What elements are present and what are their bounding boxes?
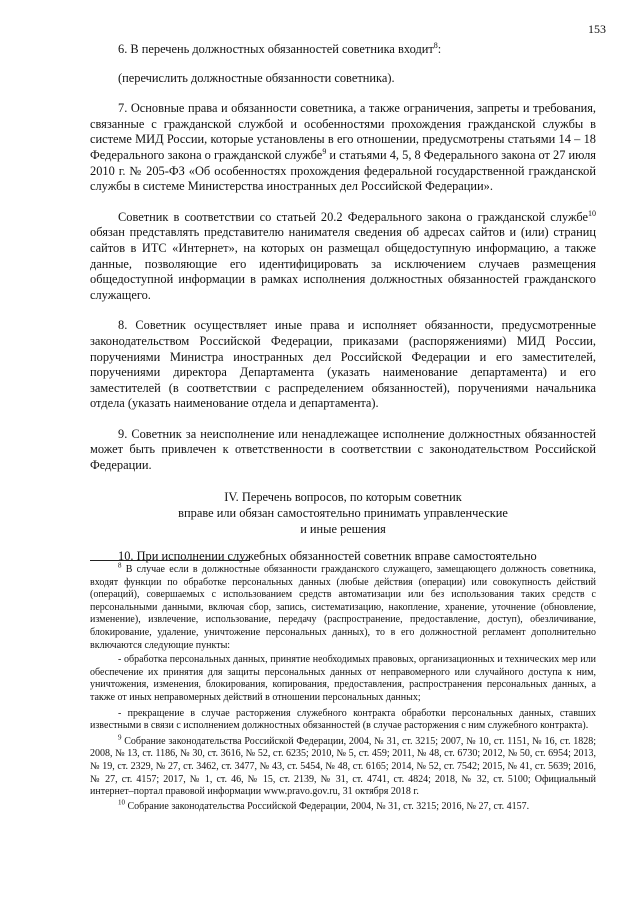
- section-heading-line-2: вправе или обязан самостоятельно принимать управленческие: [178, 505, 508, 520]
- section-heading: [90, 489, 596, 537]
- footnote-ref-8[interactable]: 8: [433, 40, 438, 50]
- footnote-ref-10[interactable]: 10: [588, 208, 596, 218]
- footnote-10: $^{10}$ Собрание законодательства Российской Федерации, 2004, № 31, ст. 3215; 2016, № 27, ст. 4157.: [118, 798, 530, 812]
- paragraph-8: 8. Советник осуществляет иные права и исполняет обязанности, предусмотренные законодательством Российской Федерации, приказами (распоряжениями) МИД России, поручениями Министра иностранных дел Российской Федерации и его заместителей, поручениями директора Департамента (указать наименование департамента) и его заместителей (в соответствии с распределением обязанностей), поручениями начальника отдела (указать наименование отдела и департамента).: [90, 318, 596, 411]
- footnote-8-item-2: - прекращение в случае расторжения служебного контракта обработки персональных данных, ставших известными в связи с исполнением должностных обязанностей (в случае расторжения с ним служебного контракта).: [90, 707, 596, 732]
- paragraph-10: 10. При исполнении служебных обязанностей советник вправе самостоятельно: [118, 548, 537, 563]
- section-heading-line-3: и иные решения: [300, 521, 386, 536]
- main-text: [90, 42, 596, 564]
- footnote-8-item-1: - обработка персональных данных, принятие необходимых правовых, организационных и технических мер или обеспечение их принятия для защиты персональных данных от неправомерного или случайного доступа к ним, уничтожения, изменения, блокирования, копирования, предоставления, распространения персональных данных, а также от иных неправомерных действий в отношении персональных данных;: [90, 654, 596, 703]
- paragraph-7: 7. Основные права и обязанности советника, а также ограничения, запреты и требования, связанные с гражданской службой и особенностями прохождения гражданской службы в системе МИД России, которые установлены в его отношении, предусмотрены статьями 14 – 18 Федерального закона о гражданской службе$^9$ и статьями 4, 5, 8 Федерального закона от 27 июля 2010 г. № 205-ФЗ «Об особенностях прохождения федеральной государственной гражданской службы в системе Министерства иностранных дел Российской Федерации».: [90, 101, 596, 194]
- footnote-divider: [90, 560, 250, 561]
- section-heading-line-1: IV. Перечень вопросов, по которым советник: [224, 489, 462, 504]
- paragraph-9: 9. Советник за неисполнение или ненадлежащее исполнение должностных обязанностей может быть привлечен к ответственности в соответствии с законодательством Российской Федерации.: [90, 426, 596, 473]
- footnote-9: $^9$ Собрание законодательства Российской Федерации, 2004, № 31, ст. 3215; 2007, № 10, ст. 1151, № 16, ст. 1828; 2008, № 13, ст. 1186, № 30, ст. 3616, № 52, ст. 6235; 2010, № 5, ст. 459; 2011, № 48, ст. 6730; 2012, № 50, ст. 6954; 2013, № 19, ст. 2329, № 27, ст. 3462, ст. 3477, № 43, ст. 5454, № 48, ст. 6165; 2014, № 52, ст. 7542; 2015, № 41, ст. 5639; 2016, № 27, ст. 4157; 2017, № 1, ст. 46, № 15, ст. 2139, № 31, ст. 4741, ст. 4824; 2018, № 32, ст. 5100; Официальный интернет–портал правовой информации www.pravo.gov.ru, 31 октября 2018 г.: [90, 733, 596, 798]
- paragraph-6: 6. В перечень должностных обязанностей советника входит$^8$:: [118, 40, 442, 56]
- paragraph-6-sub: (перечислить должностные обязанности советника).: [118, 70, 395, 85]
- footnotes: [90, 561, 596, 815]
- footnote-8: $^8$ В случае если в должностные обязанности гражданского служащего, замещающего должность советника, входят функции по обработке персональных данных (любые действия (операции) или совокупность действий (операций), совершаемых с использованием средств автоматизации или без использования таких средств с персональными данными, включая сбор, запись, систематизацию, накопление, хранение, уточнение (обновление, изменение), извлечение, использование, передачу (распространение, предоставление, доступ), обезличивание, блокирование, удаление, уничтожение персональных данных), то в его должностной регламент дополнительно включаются следующие пункты:: [90, 561, 596, 651]
- page-number: 153: [588, 22, 606, 36]
- paragraph-7-continued: Советник в соответствии со статьей 20.2 Федерального закона о гражданской службе$^{10}$ обязан представлять представителю нанимателя сведения об адресах сайтов и (или) страниц сайтов в ИТС «Интернет», на которых он размещал общедоступную информацию, а также данные, позволяющие его идентифицировать за исключением случаев размещения общедоступной информации в рамках исполнения должностных обязанностей гражданского служащего.: [90, 208, 596, 302]
- footnote-ref-9[interactable]: 9: [322, 146, 327, 156]
